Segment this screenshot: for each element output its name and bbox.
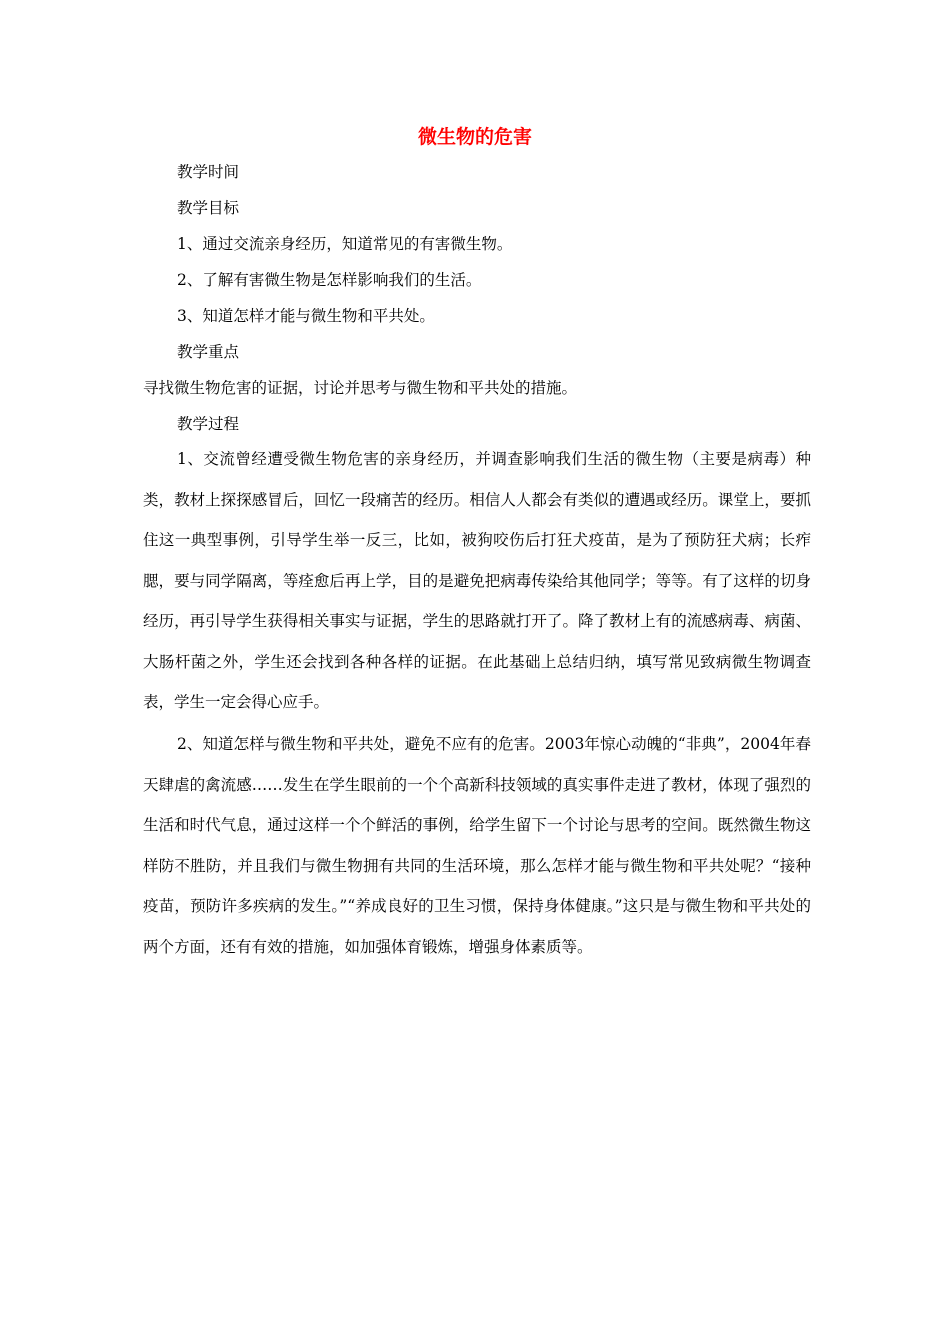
teaching-process-heading: 教学过程 — [177, 415, 240, 433]
process-paragraph-2: 2、知道怎样与微生物和平共处，避免不应有的危害。2003年惊心动魄的“非典”，2004年春天肆虐的禽流感……发生在学生眼前的一个个高新科技领域的真实事件走进了教材，体现了强烈的生活和时代气息，通过这样一个个鲜活的事例，给学生留下一个讨论与思考的空间。既然微生物这样防不胜防，并且我们与微生物拥有共同的生活环境，那么怎样才能与微生物和平共处呢？“接种疫苗，预防许多疾病的发生。”“养成良好的卫生习惯，保持身体健康。”这只是与微生物和平共处的两个方面，还有有效的措施，如加强体育锻炼，增强身体素质等。 — [143, 735, 811, 956]
teaching-focus-text: 寻找微生物危害的证据，讨论并思考与微生物和平共处的措施。 — [143, 379, 578, 397]
goal-item-1: 1、通过交流亲身经历，知道常见的有害微生物。 — [177, 235, 513, 253]
goal-item-3: 3、知道怎样才能与微生物和平共处。 — [177, 307, 435, 325]
process-paragraph-1: 1、交流曾经遭受微生物危害的亲身经历，并调查影响我们生活的微生物（主要是病毒）种类，教材上探探感冒后，回忆一段痛苦的经历。相信人人都会有类似的遭遇或经历。课堂上，要抓住这一典型事例，引导学生举一反三，比如，被狗咬伤后打狂犬疫苗，是为了预防狂犬病；长痄腮，要与同学隔离，等痊愈后再上学，目的是避免把病毒传染给其他同学；等等。有了这样的切身经历，再引导学生获得相关事实与证据，学生的思路就打开了。降了教材上有的流感病毒、病菌、大肠杆菌之外，学生还会找到各种各样的证据。在此基础上总结归纳，填写常见致病微生物调查表，学生一定会得心应手。 — [143, 450, 811, 711]
teaching-goal-heading: 教学目标 — [177, 199, 240, 217]
document-title: 微生物的危害 — [417, 126, 532, 148]
teaching-time-heading: 教学时间 — [177, 163, 240, 181]
teaching-focus-heading: 教学重点 — [177, 343, 240, 361]
goal-item-2: 2、了解有害微生物是怎样影响我们的生活。 — [177, 271, 482, 289]
